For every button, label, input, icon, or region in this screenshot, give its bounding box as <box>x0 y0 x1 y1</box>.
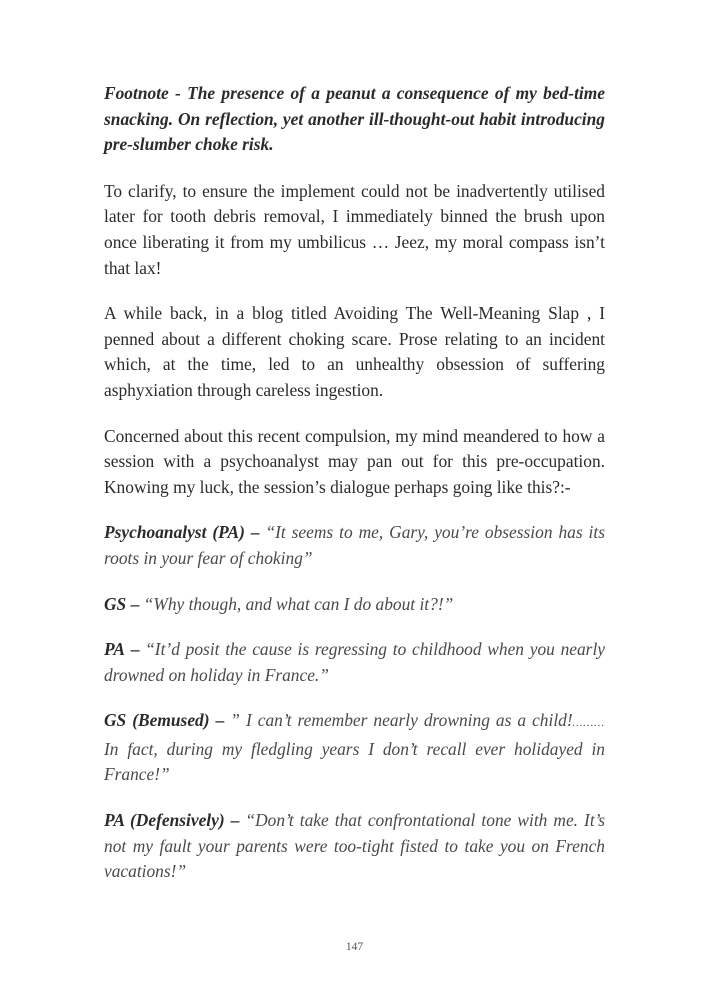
dialogue-text-start: ” I can’t remember nearly drowning as a child! <box>230 710 573 731</box>
dialogue-speaker: GS <box>104 593 127 614</box>
body-paragraph-3: Concerned about this recent compulsion, my mind meandered to how a session with a psychoanalyst may pan out for this pre-occupation. Knowing my luck, the session’s dialogue perhaps going like this?:- <box>104 425 605 497</box>
dialogue-speaker: Psychoanalyst (PA) <box>104 522 245 543</box>
footnote: Footnote - The presence of a peanut a consequence of my bed-time snacking. On reflection, yet another ill-thought-out habit introducing pre-slumber choke risk. <box>104 83 605 155</box>
dialogue-line-4 <box>104 708 605 788</box>
dialogue-dash: – <box>215 710 225 731</box>
dialogue-text: “It’d posit the cause is regressing to childhood when you nearly drowned on holiday in France.” <box>104 639 606 685</box>
dialogue-dash: – <box>230 810 240 831</box>
dialogue-speaker: PA (Defensively) <box>104 810 225 831</box>
body-paragraph-2: A while back, in a blog titled Avoiding The Well-Meaning Slap , I penned about a different choking scare. Prose relating to an incident which, at the time, led to an unhealthy obsession of suffering asphyxiation through careless ingestion. <box>104 303 605 400</box>
dialogue-line-5 <box>104 808 605 885</box>
dialogue-ellipsis: ……… <box>572 717 605 730</box>
dialogue-dash: – <box>130 593 140 614</box>
dialogue-dash: – <box>250 522 260 543</box>
dialogue-speaker: PA <box>104 639 125 660</box>
dialogue-text-end: In fact, during my fledgling years I don’t recall ever holidayed in France!” <box>104 738 605 785</box>
dialogue-line-2 <box>104 592 605 618</box>
dialogue-dash: – <box>130 639 140 660</box>
body-paragraph-1: To clarify, to ensure the implement could not be inadvertently utilised later for tooth debris removal, I immediately binned the brush upon once liberating it from my umbilicus … Jeez, my moral compass isn’t that lax! <box>104 180 605 278</box>
dialogue-text: “It seems to me, Gary, you’re obsession has its roots in your fear of choking” <box>104 522 605 568</box>
dialogue-text: “Why though, and what can I do about it?!” <box>143 593 454 614</box>
page-number: 147 <box>345 941 364 953</box>
dialogue-text: “Don’t take that confrontational tone with me. It’s not my fault your parents were too-tight fisted to take you on French vacations!” <box>104 810 605 882</box>
dialogue-line-3 <box>104 637 605 688</box>
dialogue-line-1 <box>104 520 605 571</box>
page-body <box>104 81 605 905</box>
dialogue-speaker: GS (Bemused) <box>104 710 210 731</box>
